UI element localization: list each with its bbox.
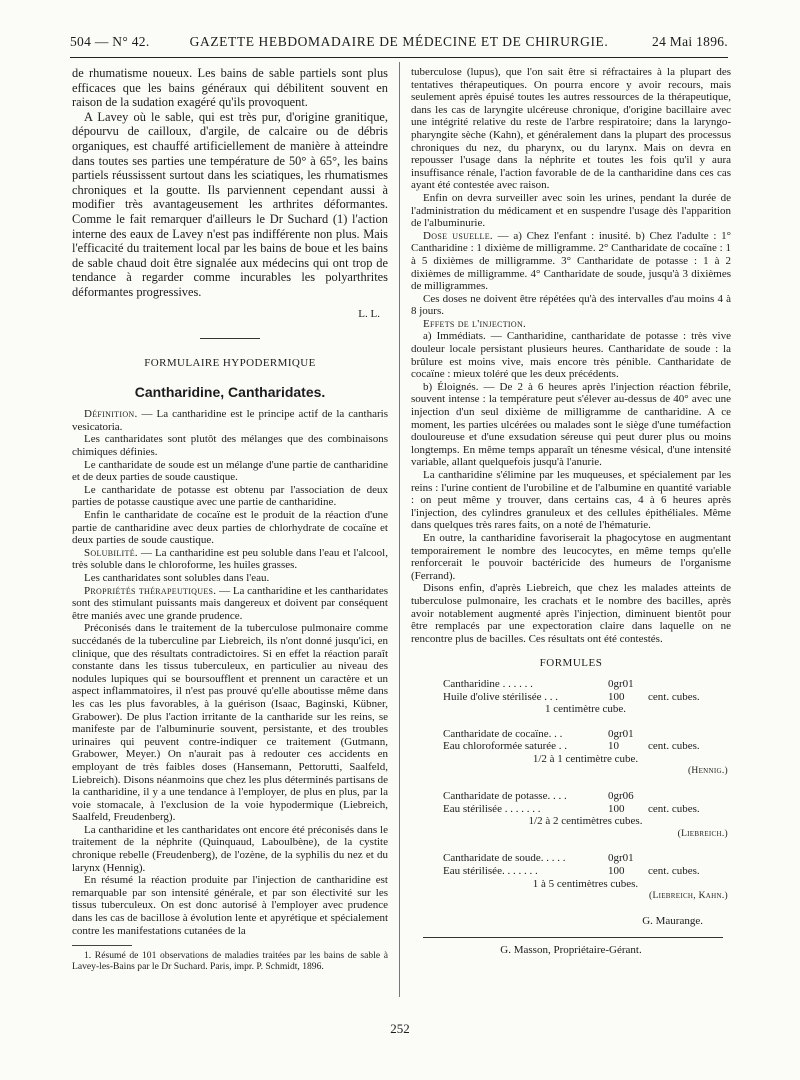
formula-unit: cent. cubes. [648,740,700,753]
formula-quantity: 10 [608,740,619,753]
formula-quantity: 0gr01 [608,852,634,865]
formula-block [443,790,728,840]
run-in-label: Solubilité. [84,546,138,559]
formula-row [443,790,728,803]
formula-block [443,678,728,716]
formula-row [443,852,728,865]
paragraph [72,585,388,623]
header-rule [70,57,728,58]
header-journal-title: GAZETTE HEBDOMADAIRE DE MÉDECINE ET DE CHIRURGIE. [189,34,609,49]
formula-dose: 1/2 à 2 centimètres cubes. [528,815,643,828]
author-signature: G. Maurange. [642,914,703,927]
formula-unit [648,852,728,865]
paragraph: a) Immédiats. — Cantharidine, cantharidate de potasse : très vive douleur locale persistant plusieurs heures. Cantharidate de soude : la brûlure est moins vive, mais encore très pénible. Cantharidate de cocaïne : mieux toléré que les deux précédents. [411,330,731,381]
right-column [411,66,731,957]
paragraph: tuberculose (lupus), que l'on sait être si réfractaires à la plupart des tentatives thérapeutiques. On pourra encore y avoir recours, mais seulement après épuisé toutes les autres ressources de la thérapeutique, dans les cas de laryngite ulcéreuse chronique, d'origine bacillaire avec une intégrité relative du reste de l'arbre respiratoire; dans la laryngo-pharyngite sèche (Kahn), et généralement dans la plupart des processus chroniques du nez, du pharynx, ou du larynx. Mais on devra en repousser l'usage dans la néphrite et toutes les fois qu'il y aura insuffisance rénale, l'action favorable de de la cantharidine dans ces cas ayant été contestée avec raison. [411,66,731,192]
formula-unit: cent. cubes. [648,690,700,703]
paragraph: Les cantharidates sont plutôt des mélanges que des combinaisons chimiques définies. [72,433,388,459]
formula-row [443,678,728,691]
paragraph: Préconisés dans le traitement de la tuberculose pulmonaire comme succédanés de la tuberculine par Liebreich, ils n'ont donné jusqu'ici, en clinique, que des résultats contradictoires. Si en effet la réaction paraît constante dans les tissus tuberculeux, en particulier au niveau des nodules lupiques qui se boursoufflent et prennent un caractère et un aspect inflammatoires, il n'est pas prouvé qu'elle aboutisse même dans les cas les plus favorables, à la guérison (Isaac, Baginski, Kübner, Grabower). De plus l'action irritante de la cantharide sur les reins, se manifeste par de l'albuminurie souvent, persistante, et des troubles urinaires qui peuvent contre-indiquer ce traitement (Gutmann, Grabower, Meyer.) On n'aurait pas à redouter ces accidents en employant de très faibles doses (Hansemann, Pettorutti, Saalfeld, Liebreich). Disons néanmoins que chez les plus déterminés partisans de la cantharidine, il y a une tendance à l'employer, de plus en plus, par la voie stomacale, à l'exclusion de la voie hypodermique (Liebreich, Saalfeld, Freudenberg). [72,622,388,824]
running-header [70,34,728,54]
formula-ingredient: Cantharidate de cocaïne. . . [443,727,563,740]
footnote-rule [72,945,132,946]
paragraph: b) Éloignés. — De 2 à 6 heures après l'injection réaction fébrile, souvent intense : la température peut s'élever au-dessus de 40° avec une injection d'un seul dixième de milligramme de cantharidine. A ce moment, les parties ulcérées ou malades sont le siège d'une tuméfaction douloureuse et d'une exsudation séreuse qui peut durer plus ou moins longtemps. En même temps apparaît un ténesme vésical, d'une intensité variable, allant quelquefois jusqu'à l'anurie. [411,380,731,469]
run-in-label: Propriétés thérapeutiques. [84,584,217,597]
paragraph [72,408,388,433]
formula-quantity: 0gr01 [608,677,634,690]
formula-ingredient: Eau stérilisée. . . . . . . [443,865,538,878]
paragraph-text: — La cantharidine et les cantharidates sont des stimulant puissants mais dangereux et doivent par conséquent être maniés avec une grande prudence. [72,584,388,622]
formula-unit [648,678,728,691]
paragraph-text: — La cantharidine est peu soluble dans l'eau et l'alcool, très soluble dans le chloroforme, les huiles grasses. [72,546,388,572]
formula-block [443,852,728,902]
paragraph [72,547,388,572]
signature: L. L. [358,307,380,320]
formula-source: (Hennig.) [687,766,728,777]
formula-quantity: 0gr06 [608,790,634,803]
formula-source: (Liebreich, Kahn.) [649,891,728,902]
paragraph: A Lavey où le sable, qui est très pur, d'origine granitique, dépourvu de cailloux, d'argile, de calcaire ou de débris organiques, est chauffé artificiellement de manière à atteindre dans toutes ses parties une température de 50° à 65°, les bains partiels réussissent surtout dans les sciatiques, les rhumatismes chroniques et la goutte. Ils parviennent cependant aussi à modifier très avantageusement les arthrites déformantes. Comme le fait remarquer d'ailleurs le Dr Suchard (1) l'action interne des eaux de Lavey n'est pas indifférente non plus. Mais l'efficacité du traitement local par les bains de boue et les bains de sable chaud doit être signalée aux médecins qui ont trop de tendance à regarder comme incurables les polyarthrites déformantes progressives. [72,109,388,299]
formula-source: (Liebreich.) [677,828,728,839]
formula-quantity: 100 [608,690,625,703]
publisher-line: G. Masson, Propriétaire-Gérant. [500,944,642,957]
paragraph: La cantharidine s'élimine par les muqueuses, et spécialement par les reins : l'urine contient de l'urobiline et de l'albumine en quantité variable : on peut même y trouver, dans certains cas, 4 à 6 heures après l'injection, des cylindres granuleux et des cellules épithéliales. Même dans quelques très rares faits, on a noté de l'hématurie. [411,469,731,532]
paragraph: Les cantharidates sont solubles dans l'eau. [84,572,270,584]
formula-ingredient: Cantharidate de potasse. . . . [443,790,567,803]
formula-block [443,728,728,778]
paragraph: La cantharidine et les cantharidates ont encore été préconisés dans le traitement de la néphrite (Quinquaud, Laboulbène), de la cystite chronique rebelle (Freudenberg), de l'ozène, de la syphilis du nez et du larynx (Hennig). [72,823,388,874]
formula-dose: 1 centimètre cube. [545,703,626,716]
formula-row [443,740,728,753]
formula-ingredient: Cantharidate de soude. . . . . [443,852,566,865]
subheading: Effets de l'injection. [423,317,527,330]
section-heading: FORMULAIRE HYPODERMIQUE [144,357,316,370]
formula-quantity: 0gr01 [608,727,634,740]
paragraph-text: — a) Chez l'enfant : inusité. b) Chez l'adulte : 1° Cantharidine : 1 dixième de milligramme. 2° Cantharidate de cocaïne : 1 à 5 dixièmes de milligramme. 3° Cantharidate de potasse : 1 à 2 dixièmes de milligramme. 4° Cantharidate de soude, jusqu'à 3 dixièmes de milligrammes. [411,229,731,293]
formula-row [443,691,728,704]
formulas [411,678,731,903]
formula-dose: 1 à 5 centimètres cubes. [532,877,639,890]
left-column [72,66,388,972]
formula-quantity: 100 [608,802,625,815]
header-date: 24 Mai 1896. [652,34,728,49]
formula-row [443,865,728,878]
formula-ingredient: Cantharidine . . . . . . [443,677,533,690]
formules-heading: FORMULES [539,657,603,670]
header-page-number: 504 — N° 42. [70,34,150,49]
formula-dose: 1/2 à 1 centimètre cube. [532,752,639,765]
paragraph: Ces doses ne doivent être répétées qu'à des intervalles d'au moins 4 à 8 jours. [411,292,731,318]
run-in-label: Dose usuelle. [423,229,493,242]
paragraph: Enfin on devra surveiller avec soin les urines, pendant la durée de l'administration du médicament et en suspendre l'usage dès l'apparition de l'albuminurie. [411,191,731,230]
formula-ingredient: Huile d'olive stérilisée . . . [443,690,559,703]
separator-rule [200,338,260,339]
paragraph: de rhumatisme noueux. Les bains de sable partiels sont plus efficaces que les bains généraux qui débilitent souvent en raison de la sudation exagéré qu'ils provoquent. [72,66,388,110]
page-number: 252 [390,1021,410,1036]
article-title: Cantharidine, Cantharidates. [134,383,326,400]
paragraph-text: — La cantharidine est le principe actif de la cantharis vesicatoria. [72,408,388,433]
formula-unit: cent. cubes. [648,865,700,878]
paragraph: En outre, la cantharidine favoriserait la phagocytose en augmentant temporairement le nombre des leucocytes, en même temps qu'elle renforcerait le pouvoir bactéricide des humeurs de l'organisme (Ferrand). [411,531,731,582]
gerant-rule [423,937,723,938]
formula-unit [648,728,728,741]
paragraph: Disons enfin, d'après Liebreich, que chez les malades atteints de tuberculose pulmonaire, les crachats et le nombre des bacilles, après avoir notablement augmenté après l'injection, diminuent bientôt pour être remplacés par une expectoration claire dans laquelle on ne rencontre plus de bacilles. Ces résultats ont été contestés. [411,582,731,645]
column-divider [399,62,400,997]
formula-unit: cent. cubes. [648,802,700,815]
formula-quantity: 100 [608,865,625,878]
formula-row [443,728,728,741]
paragraph: En résumé la réaction produite par l'injection de cantharidine est remarquable par son intensité générale, et par son électivité sur les tissus tuberculeux. On est donc autorisé à l'employer avec prudence dans les cas de bacillose à évolution lente et apyrétique et spécialement contre les manifestations cutanées de la [72,874,388,937]
formula-row [443,803,728,816]
formula-unit [648,790,728,803]
run-in-label: Définition. [84,408,138,421]
formula-ingredient: Eau stérilisée . . . . . . . [443,802,541,815]
paragraph: Le cantharidate de potasse est obtenu par l'association de deux parties de potasse caustique avec une partie de cantharidine. [72,483,388,509]
paragraph [411,230,731,293]
footnote: 1. Résumé de 101 observations de maladies traitées par les bains de sable à Lavey-les-Bains par le Dr Suchard. Paris, impr. P. Schmidt, 1896. [72,950,388,973]
paragraph: Le cantharidate de soude est un mélange d'une partie de cantharidine et de deux parties de soude caustique. [72,458,388,484]
paragraph: Enfin le cantharidate de cocaïne est le produit de la réaction d'une partie de cantharidine avec deux parties de chlorhydrate de cocaïne et deux parties de soude caustique. [72,509,388,547]
formula-ingredient: Eau chloroformée saturée . . [443,740,567,753]
